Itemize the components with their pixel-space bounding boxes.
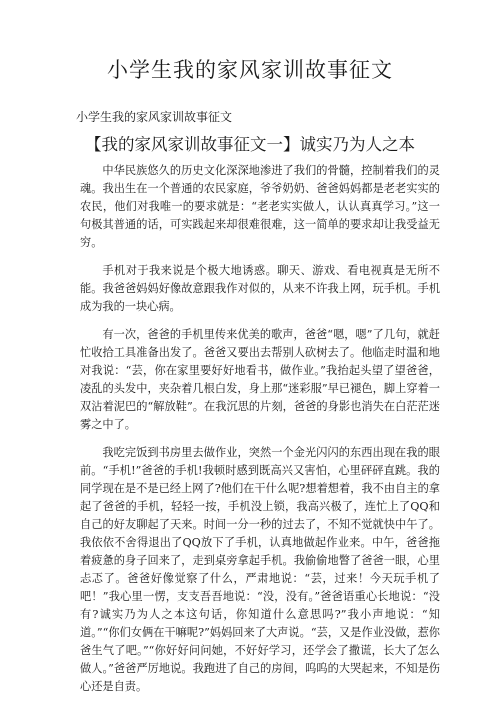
paragraph-4: 我吃完饭到书房里去做作业，突然一个金光闪闪的东西出现在我的眼前。“手机!”爸爸的手机!我顿时感到既高兴又害怕，心里砰砰直跳。我的同学现在是不是已经上网了?他们在干什么呢?想着想着，我不由自主的拿起了爸爸的手机，轻轻一按，手机没上锁，我高兴极了，连忙上了QQ和自己的好友聊起了天来。时间一分一秒的过去了，不知不觉就快中午了。我依依不舍得退出了QQ放下了手机，认真地做起作业来。中午，爸爸拖着疲惫的身子回来了，走到桌旁拿起手机。我偷偷地瞥了爸爸一眼，心里忐忑了。爸爸好像觉察了什么，严肃地说：“芸，过来！今天玩手机了吧！”我心里一愣，支支吾吾地说：“没，没有。”爸爸语重心长地说：“没有?诚实乃为人之本这句话，你知道什么意思吗?”我小声地说：“知道。”“你们女俩在干嘛呢?”妈妈回来了大声说。“芸，又是作业没做，惹你爸生气了吧。”“你好好问问她，不好好学习，还学会了撒谎，长大了怎么做人。”爸爸严厉地说。我跑进了自己的房间，呜呜的大哭起来，不知是伤心还是自责。 <box>80 446 440 693</box>
paragraph-3: 有一次，爸爸的手机里传来优美的歌声，爸爸“嗯，嗯”了几句，就赶忙收拾工具准备出发了。爸爸又要出去帮别人砍树去了。他临走时温和地对我说：“芸，你在家里要好好地看书，做作业。”我抬起头望了望爸爸，凌乱的头发中，夹杂着几根白发，身上那“迷彩服”早已褪色，脚上穿着一双沾着泥巴的“解放鞋”。在我沉思的片刻，爸爸的身影也消失在白茫茫迷雾之中了。 <box>80 328 440 431</box>
subheading: 小学生我的家风家训故事征文 <box>76 110 233 124</box>
paragraph-1: 中华民族悠久的历史文化深深地渗进了我们的骨髓，控制着我们的灵魂。我出生在一个普通的农民家庭，爷爷奶奶、爸爸妈妈都是老老实实的农民，他们对我唯一的要求就是：“老老实实做人，认认真真学习。”这一句极其普通的话，可实践起来却很难很难，这一简单的要求却让我受益无穷。 <box>80 164 440 249</box>
paragraph-2: 手机对于我来说是个极大地诱惑。聊天、游戏、看电视真是无所不能。我爸爸妈妈好像故意跟我作对似的，从来不许我上网，玩手机。手机成为我的一块心病。 <box>80 264 440 313</box>
page-title: 小学生我的家风家训故事征文 <box>107 58 393 82</box>
article-body <box>80 162 440 705</box>
article-heading: 【我的家风家训故事征文一】诚实乃为人之本 <box>85 135 415 154</box>
